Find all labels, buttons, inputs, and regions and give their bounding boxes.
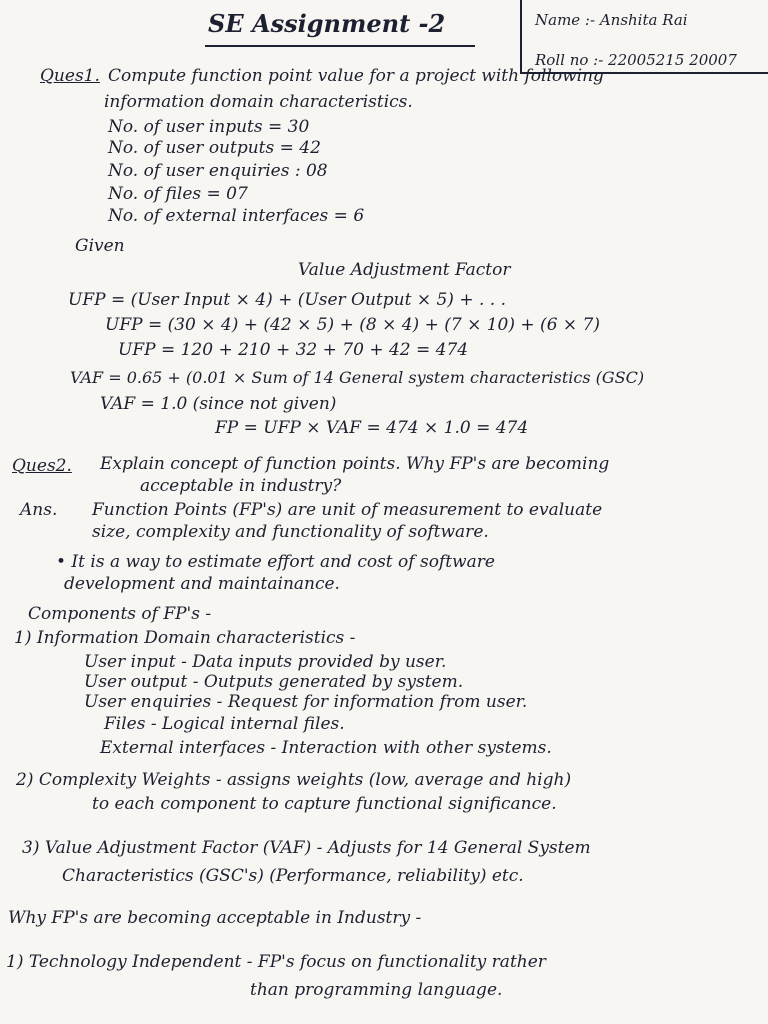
component-1-files: Files - Logical internal files.	[104, 714, 345, 734]
q1-calc-ufp-result: UFP = 120 + 210 + 32 + 70 + 42 = 474	[118, 340, 469, 360]
q1-given: Given	[75, 236, 125, 256]
component-1-heading: 1) Information Domain characteristics -	[14, 628, 356, 648]
why-1-line1: 1) Technology Independent - FP's focus on functionality rather	[6, 952, 546, 972]
q1-item-interfaces: No. of external interfaces = 6	[108, 206, 365, 226]
components-heading: Components of FP's -	[28, 604, 212, 624]
page-title: SE Assignment -2	[208, 9, 446, 38]
q1-calc-vaf-formula: VAF = 0.65 + (0.01 × Sum of 14 General system characteristics (GSC)	[70, 368, 645, 387]
component-2-line2: to each component to capture functional significance.	[92, 794, 557, 814]
q2-answer-label: Ans.	[20, 500, 58, 520]
q1-calc-ufp-values: UFP = (30 × 4) + (42 × 5) + (8 × 4) + (7 × 10) + (6 × 7)	[105, 315, 601, 335]
q2-question-line2: acceptable in industry?	[140, 476, 342, 496]
q1-calc-vaf-value: VAF = 1.0 (since not given)	[100, 394, 337, 414]
why-1-line2: than programming language.	[250, 980, 503, 1000]
q1-calc-ufp-formula: UFP = (User Input × 4) + (User Output × 5) + . . .	[68, 290, 506, 310]
q2-label: Ques2.	[12, 456, 72, 476]
roll-number: Roll no :- 22005215 20007	[535, 51, 737, 69]
component-1-user-output: User output - Outputs generated by system.	[84, 672, 464, 692]
q1-item-inputs: No. of user inputs = 30	[108, 117, 310, 137]
q2-answer-line1: Function Points (FP's) are unit of measurement to evaluate	[92, 500, 603, 520]
q1-vaf-caption: Value Adjustment Factor	[298, 260, 511, 280]
q1-calc-fp-result: FP = UFP × VAF = 474 × 1.0 = 474	[215, 418, 529, 438]
component-3-line1: 3) Value Adjustment Factor (VAF) - Adjusts for 14 General System	[22, 838, 591, 858]
q2-answer-line2: size, complexity and functionality of software.	[92, 522, 489, 542]
component-1-user-enquiries: User enquiries - Request for information from user.	[84, 692, 528, 712]
q1-question-line2: information domain characteristics.	[104, 92, 413, 112]
q2-question-line1: Explain concept of function points. Why FP's are becoming	[100, 454, 610, 474]
component-2-line1: 2) Complexity Weights - assigns weights (low, average and high)	[16, 770, 572, 790]
q1-item-files: No. of files = 07	[108, 184, 248, 204]
student-name: Name :- Anshita Rai	[535, 11, 688, 29]
q1-item-outputs: No. of user outputs = 42	[108, 138, 321, 158]
q2-bullet-line1: • It is a way to estimate effort and cost of software	[56, 552, 495, 572]
why-heading: Why FP's are becoming acceptable in Industry -	[8, 908, 422, 928]
q2-bullet-line2: development and maintainance.	[64, 574, 340, 594]
title-underline	[205, 45, 475, 47]
component-3-line2: Characteristics (GSC's) (Performance, reliability) etc.	[62, 866, 524, 886]
q1-label: Ques1.	[40, 66, 100, 86]
component-1-user-input: User input - Data inputs provided by user.	[84, 652, 447, 672]
q1-question-line1: Compute function point value for a project with following	[108, 66, 604, 86]
component-1-external-interfaces: External interfaces - Interaction with other systems.	[100, 738, 552, 758]
q1-item-enquiries: No. of user enquiries : 08	[108, 161, 328, 181]
